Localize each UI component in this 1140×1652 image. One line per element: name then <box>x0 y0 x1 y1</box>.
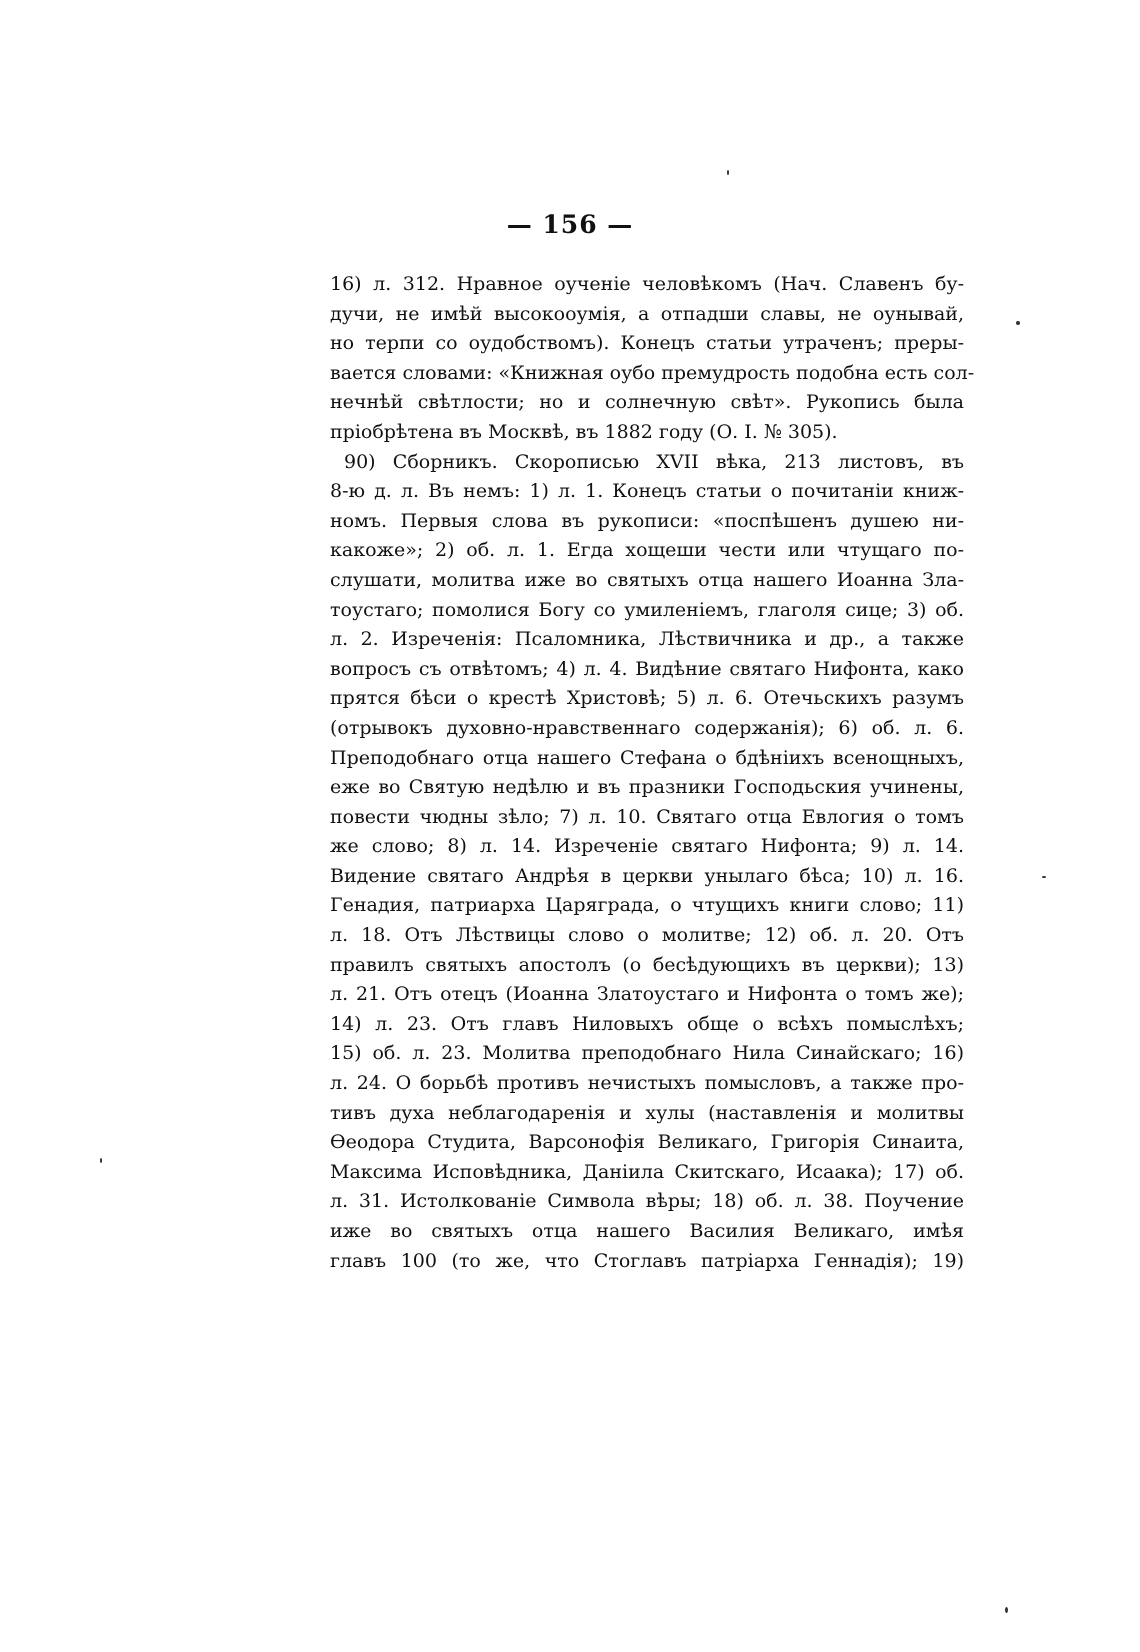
text-line: вается словами: «Книжная оубо премудрость подобна есть сол- <box>330 361 975 384</box>
text-line: пріобрѣтена въ Москвѣ, въ 1882 году (О. I. № 305). <box>330 420 838 443</box>
text-line: Өеодора Студита, Варсонофія Великаго, Григорія Синаита, <box>330 1131 964 1154</box>
text-line: вопросъ съ отвѣтомъ; 4) л. 4. Видѣние святаго Нифонта, како <box>330 657 964 680</box>
text-line: же слово; 8) л. 14. Изреченіе святаго Нифонта; 9) л. 14. <box>330 835 964 858</box>
text-line: 8-ю д. л. Въ немъ: 1) л. 1. Конецъ статьи о почитаніи книж- <box>330 480 964 503</box>
text-line: Видение святаго Андрѣя в церкви унылаго бѣса; 10) л. 16. <box>330 864 964 887</box>
text-line: слушати, молитва иже во святыхъ отца нашего Иоанна Зла- <box>330 568 964 591</box>
page-number: — 156 — <box>506 210 634 239</box>
text-line: главъ 100 (то же, что Стоглавъ патріарха Геннадія); 19) <box>330 1249 964 1272</box>
text-line: правилъ святыхъ апостолъ (о бесѣдующихъ въ церкви); 13) <box>330 953 964 976</box>
text-line: но терпи со оудобствомъ). Конецъ статьи утраченъ; преры- <box>330 332 964 355</box>
text-line: 16) л. 312. Нравное оученіе человѣкомъ (Нач. Славенъ бу- <box>330 273 964 295</box>
text-line: л. 31. Истолкованіе Символа вѣры; 18) об. л. 38. Поучение <box>330 1190 964 1213</box>
text-line: Преподобнаго отца нашего Стефана о бдѣніихъ всенощныхъ, <box>330 746 964 769</box>
text-line: 14) л. 23. Отъ главъ Ниловыхъ обще о всѣхъ помыслѣхъ; <box>330 1012 964 1035</box>
scan-speck <box>1042 876 1046 878</box>
text-line: номъ. Первыя слова въ рукописи: «поспѣшенъ душею ни- <box>330 509 964 532</box>
scan-speck <box>1005 1607 1008 1613</box>
text-line: 15) об. л. 23. Молитва преподобнаго Нила Синайскаго; 16) <box>330 1042 964 1065</box>
text-line: прятся бѣси о крестѣ Христовѣ; 5) л. 6. Отечьскихъ разумъ <box>330 687 964 710</box>
text-line: 90) Сборникъ. Скорописью XVII вѣка, 213 листовъ, въ <box>344 450 964 473</box>
scan-speck <box>727 170 729 175</box>
scan-speck <box>1016 321 1020 325</box>
text-line: л. 24. О борьбѣ противъ нечистыхъ помысловъ, а также про- <box>330 1072 964 1095</box>
text-line: Генадия, патриарха Царяграда, о чтущихъ книги слово; 11) <box>330 894 964 917</box>
text-line: Максима Исповѣдника, Даніила Скитскаго, Исаака); 17) об. <box>330 1160 964 1183</box>
text-line: нечнѣй свѣтлости; но и солнечную свѣт». Рукопись была <box>330 391 964 414</box>
text-line: дучи, не имѣй высокооумія, а отпадши славы, не оунывай, <box>330 302 964 325</box>
text-line: еже во Святую недѣлю и въ празники Господьския учинены, <box>330 776 964 799</box>
text-line: л. 18. Отъ Лѣствицы слово о молитве; 12) об. л. 20. Отъ <box>330 924 964 947</box>
text-line: повести чюдны зѣло; 7) л. 10. Святаго отца Евлогия о томъ <box>330 805 964 828</box>
text-line: иже во святыхъ отца нашего Василия Великаго, имѣя <box>330 1220 964 1242</box>
text-line: тоустаго; помолися Богу со умиленіемъ, глаголя сице; 3) об. <box>330 598 964 621</box>
body-text <box>330 270 975 1276</box>
scan-speck <box>100 1158 102 1163</box>
text-line: тивъ духа неблагодаренія и хулы (наставленія и молитвы <box>330 1101 964 1124</box>
text-line: л. 2. Изреченія: Псаломника, Лѣствичника и др., а также <box>330 628 964 651</box>
text-line: какоже»; 2) об. л. 1. Егда хощеши чести или чтущаго по- <box>330 539 964 562</box>
text-line: (отрывокъ духовно-нравственнаго содержанія); 6) об. л. 6. <box>330 716 964 739</box>
text-line: л. 21. Отъ отецъ (Иоанна Златоустаго и Нифонта о томъ же); <box>330 983 964 1006</box>
